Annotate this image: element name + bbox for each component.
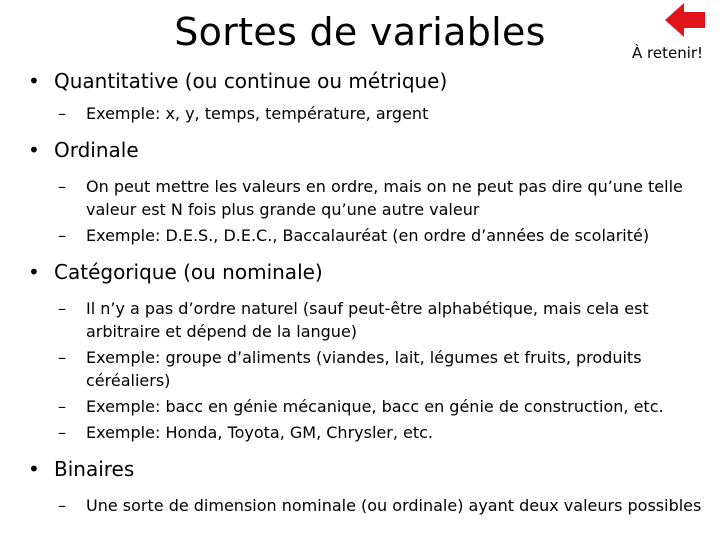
sub-item-categorical-example-brands: – Exemple: Honda, Toyota, GM, Chrysler, etc. [58,421,718,444]
sub-item-categorical-example-degree: – Exemple: bacc en génie mécanique, bacc en génie de construction, etc. [58,395,718,418]
bullet-binary: • Binaires [28,456,718,482]
slide-title: Sortes de variables [174,10,546,54]
bullet-ordinal: • Ordinale [28,137,718,163]
sub-item-ordinal-example: – Exemple: D.E.S., D.E.C., Baccalauréat (en ordre d’années de scolarité) [58,224,718,247]
bullet-quantitative: • Quantitative (ou continue ou métrique) [28,68,718,94]
retain-label: À retenir! [632,44,704,62]
slide-content [28,68,718,520]
sub-item-quantitative-example: – Exemple: x, y, temps, température, argent [58,102,718,125]
left-arrow-icon [664,2,706,38]
sub-item-binary-definition: – Une sorte de dimension nominale (ou ordinale) ayant deux valeurs possibles [58,494,718,517]
bullet-categorical: • Catégorique (ou nominale) [28,259,718,285]
sub-item-ordinal-definition: – On peut mettre les valeurs en ordre, mais on ne peut pas dire qu’une telle valeur est N fois plus grande qu’une autre valeur [58,175,718,221]
sub-item-categorical-definition: – Il n’y a pas d’ordre naturel (sauf peut-être alphabétique, mais cela est arbitraire et dépend de la langue) [58,297,718,343]
sub-item-categorical-example-food: – Exemple: groupe d’aliments (viandes, lait, légumes et fruits, produits céréaliers) [58,346,718,392]
